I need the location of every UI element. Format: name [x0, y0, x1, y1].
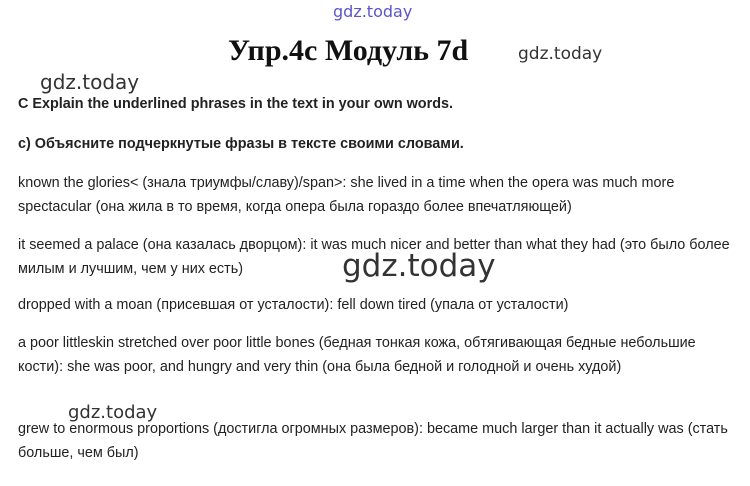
answer-item: known the glories< (знала триумфы/славу)/span>: she lived in a time when the opera was much more spectacular (она жила в то время, когда опера была гораздо более впечатляющей)	[18, 175, 675, 215]
answer-item: grew to enormous proportions (достигла огромных размеров): became much larger than it actually was (стать больше, чем был)	[18, 421, 728, 461]
watermark-top: gdz.today	[333, 2, 413, 21]
task-russian: с) Объясните подчеркнутые фразы в тексте своими словами.	[18, 136, 464, 152]
answer-item: dropped with a moan (присевшая от усталости): fell down tired (упала от усталости)	[18, 297, 569, 313]
watermark-title-right: gdz.today	[518, 44, 603, 64]
answer-item: a poor littleskin stretched over poor little bones (бедная тонкая кожа, обтягивающая бедные небольшие кости): she was poor, and hungry and very thin (она была бедной и голодной и очень худой)	[18, 335, 696, 375]
watermark-left: gdz.today	[40, 70, 140, 94]
watermark-lower: gdz.today	[68, 402, 158, 423]
answer-item: it seemed a palace (она казалась дворцом): it was much nicer and better than what they had (это было более милым и лучшим, чем у них есть)	[18, 237, 730, 277]
watermark-middle: gdz.today	[342, 248, 496, 284]
task-english: C Explain the underlined phrases in the text in your own words.	[18, 96, 453, 112]
page-title: Упр.4c Модуль 7d	[228, 34, 469, 67]
